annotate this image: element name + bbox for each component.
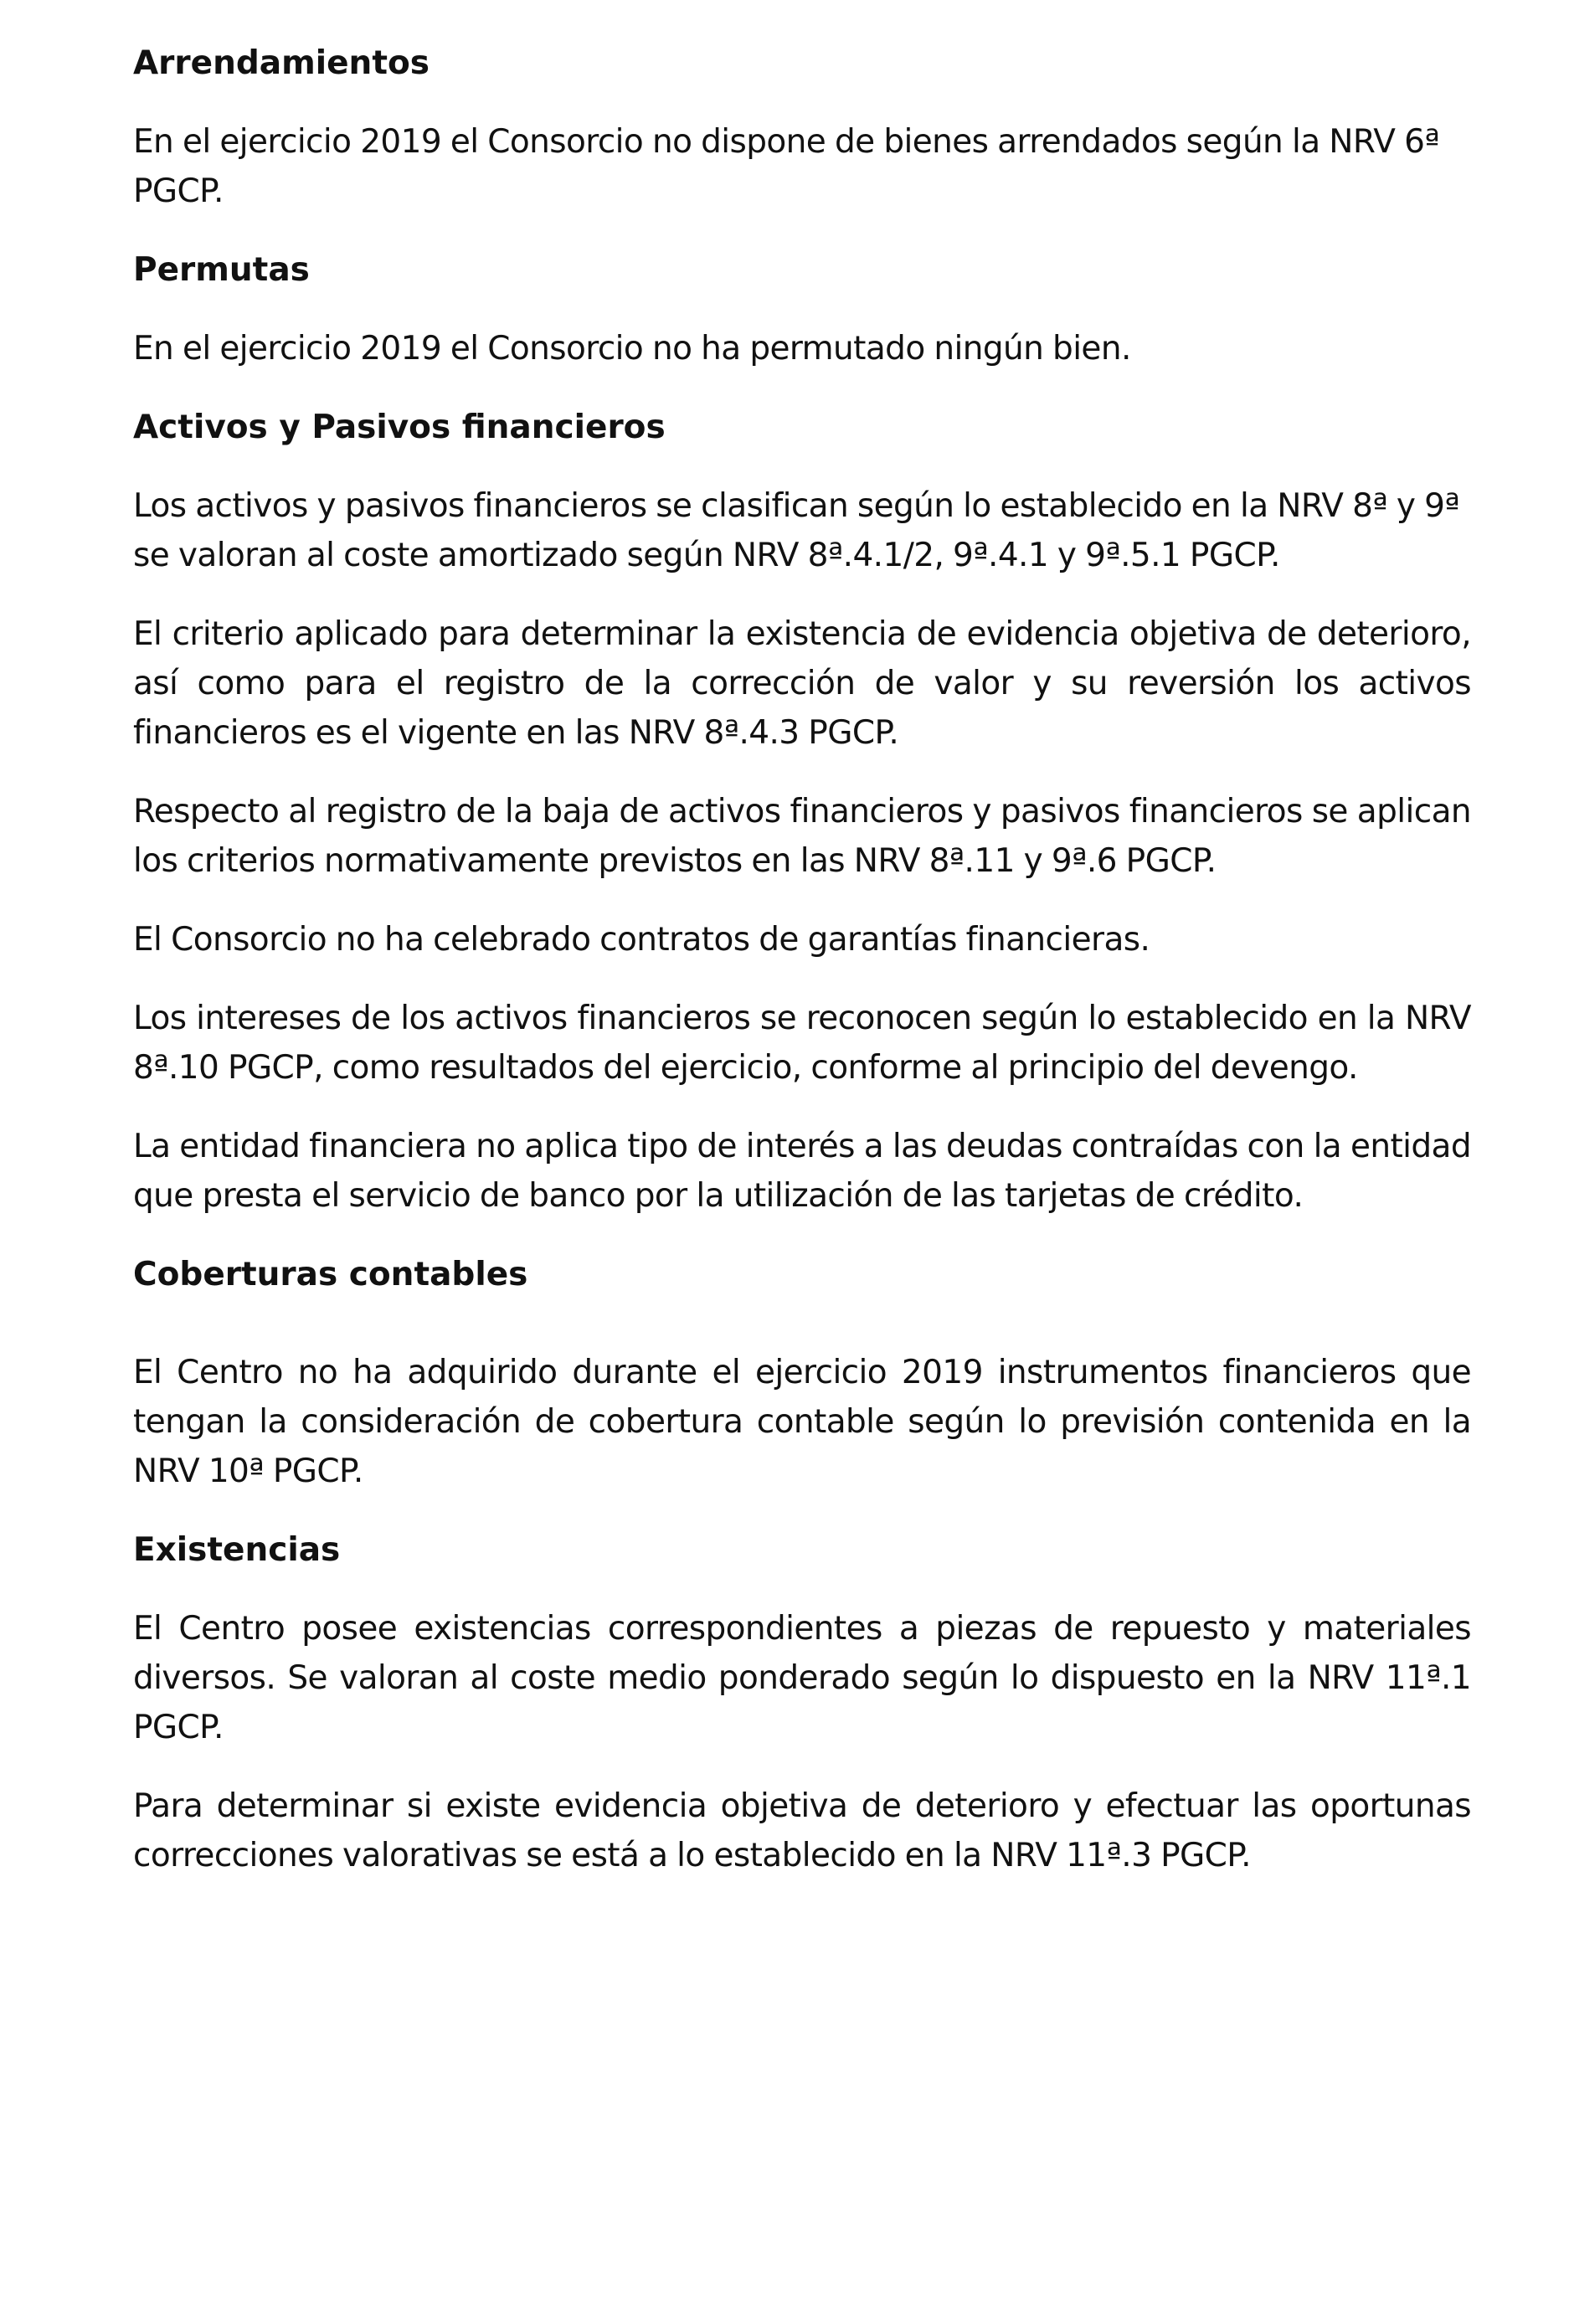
section-heading-permutas: Permutas [133, 251, 310, 289]
paragraph: El criterio aplicado para determinar la existencia de evidencia objetiva de deterioro, así como para el registro de la corrección de valor y su reversión los activos financieros es el vigente en las NRV 8ª.4.3 PGCP. [133, 615, 1471, 752]
paragraph: Respecto al registro de la baja de activos financieros y pasivos financieros se aplican los criterios normativamente previstos en las NRV 8ª.11 y 9ª.6 PGCP. [133, 793, 1471, 880]
paragraph: En el ejercicio 2019 el Consorcio no dispone de bienes arrendados según la NRV 6ª PGCP. [133, 123, 1440, 210]
document-page [133, 39, 1471, 1910]
paragraph: Los activos y pasivos financieros se clasifican según lo establecido en la NRV 8ª y 9ª se valoran al coste amortizado según NRV 8ª.4.1/2, 9ª.4.1 y 9ª.5.1 PGCP. [133, 487, 1460, 574]
paragraph: Para determinar si existe evidencia objetiva de deterioro y efectuar las oportunas correcciones valorativas se está a lo establecido en la NRV 11ª.3 PGCP. [133, 1787, 1471, 1874]
section-heading-coberturas-contables: Coberturas contables [133, 1256, 528, 1293]
paragraph: El Centro no ha adquirido durante el ejercicio 2019 instrumentos financieros que tengan la consideración de cobertura contable según lo previsión contenida en la NRV 10ª PGCP. [133, 1354, 1471, 1490]
section-heading-activos-pasivos-financieros: Activos y Pasivos financieros [133, 409, 666, 446]
paragraph: El Centro posee existencias correspondientes a piezas de repuesto y materiales diversos. Se valoran al coste medio ponderado según lo dispuesto en la NRV 11ª.1 PGCP. [133, 1610, 1471, 1746]
section-heading-arrendamientos: Arrendamientos [133, 44, 430, 82]
paragraph: Los intereses de los activos financieros se reconocen según lo establecido en la NRV 8ª.10 PGCP, como resultados del ejercicio, conforme al principio del devengo. [133, 1000, 1471, 1087]
paragraph: La entidad financiera no aplica tipo de interés a las deudas contraídas con la entidad que presta el servicio de banco por la utilización de las tarjetas de crédito. [133, 1128, 1471, 1215]
section-heading-existencias: Existencias [133, 1531, 341, 1569]
paragraph: El Consorcio no ha celebrado contratos de garantías financieras. [133, 921, 1150, 959]
paragraph: En el ejercicio 2019 el Consorcio no ha permutado ningún bien. [133, 330, 1131, 368]
